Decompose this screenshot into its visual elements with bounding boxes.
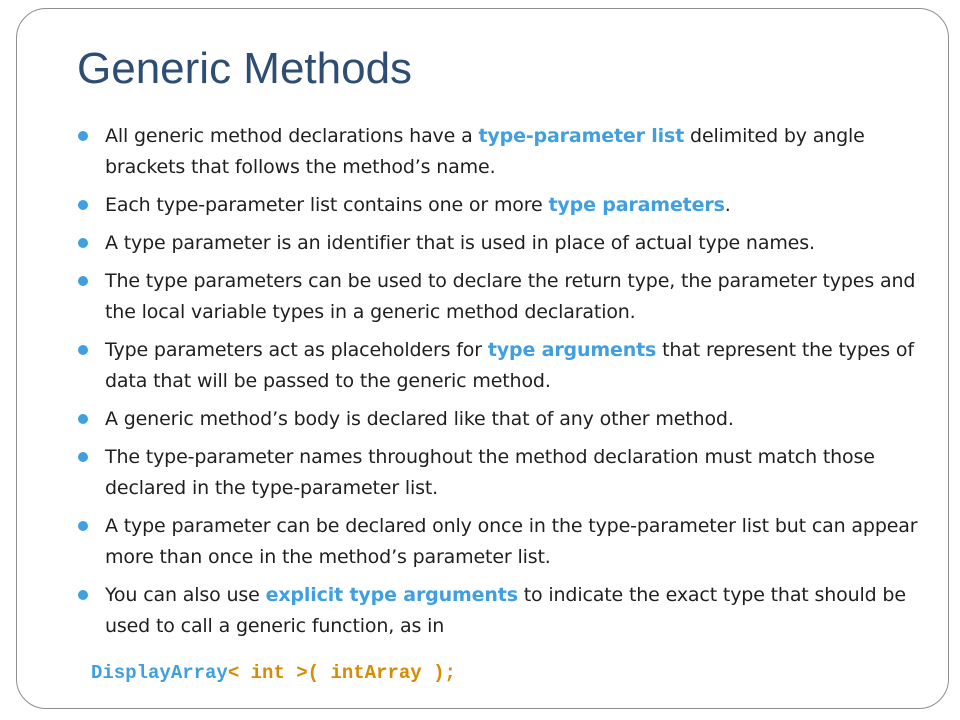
slide-title: Generic Methods: [77, 44, 413, 93]
bullet-text: Each type-parameter list contains one or more: [105, 194, 549, 216]
bullet-text: A type parameter can be declared only once in the type-parameter list but can appear more than once in the method’s parameter list.: [105, 515, 918, 568]
bullet-dot-icon: [78, 590, 88, 600]
bullet-dot-icon: [78, 276, 88, 286]
bullet-dot-icon: [78, 200, 88, 210]
highlighted-term: type-parameter list: [478, 125, 685, 147]
code-open-angle: <: [227, 662, 251, 684]
bullet-dot-icon: [78, 345, 88, 355]
bullet-dot-icon: [78, 521, 88, 531]
bullet-item: [78, 121, 928, 183]
bullet-dot-icon: [78, 452, 88, 462]
bullet-text: that represent the types of data that will be passed to the generic method.: [105, 339, 914, 392]
highlighted-term: explicit type arguments: [265, 584, 518, 606]
bullet-item: [78, 266, 928, 328]
bullet-text: .: [724, 194, 731, 216]
code-example: [91, 660, 456, 686]
code-type-argument: int: [250, 662, 285, 684]
slide-frame: [16, 8, 949, 709]
bullet-item: [78, 228, 928, 259]
code-method-name: DisplayArray: [91, 662, 228, 684]
highlighted-term: type arguments: [487, 339, 657, 361]
bullet-item: [78, 404, 928, 435]
bullet-list: [78, 121, 928, 649]
bullet-item: [78, 335, 928, 397]
bullet-dot-icon: [78, 131, 88, 141]
bullet-dot-icon: [78, 414, 88, 424]
bullet-text: A generic method’s body is declared like that of any other method.: [105, 408, 734, 430]
bullet-item: [78, 190, 928, 221]
bullet-dot-icon: [78, 238, 88, 248]
bullet-text: delimited by angle brackets that follows the method’s name.: [105, 125, 865, 178]
code-call-rest: >( intArray );: [284, 662, 456, 684]
bullet-item: [78, 580, 928, 642]
bullet-item: [78, 511, 928, 573]
bullet-text: All generic method declarations have a: [105, 125, 479, 147]
bullet-text: You can also use: [105, 584, 266, 606]
bullet-text: to indicate the exact type that should be used to call a generic function, as in: [105, 584, 906, 637]
bullet-text: A type parameter is an identifier that is used in place of actual type names.: [105, 232, 815, 254]
highlighted-term: type parameters: [548, 194, 725, 216]
bullet-text: The type-parameter names throughout the method declaration must match those declared in the type-parameter list.: [105, 446, 875, 499]
bullet-item: [78, 442, 928, 504]
bullet-text: The type parameters can be used to declare the return type, the parameter types and the local variable types in a generic method declaration.: [105, 270, 916, 323]
bullet-text: Type parameters act as placeholders for: [105, 339, 488, 361]
